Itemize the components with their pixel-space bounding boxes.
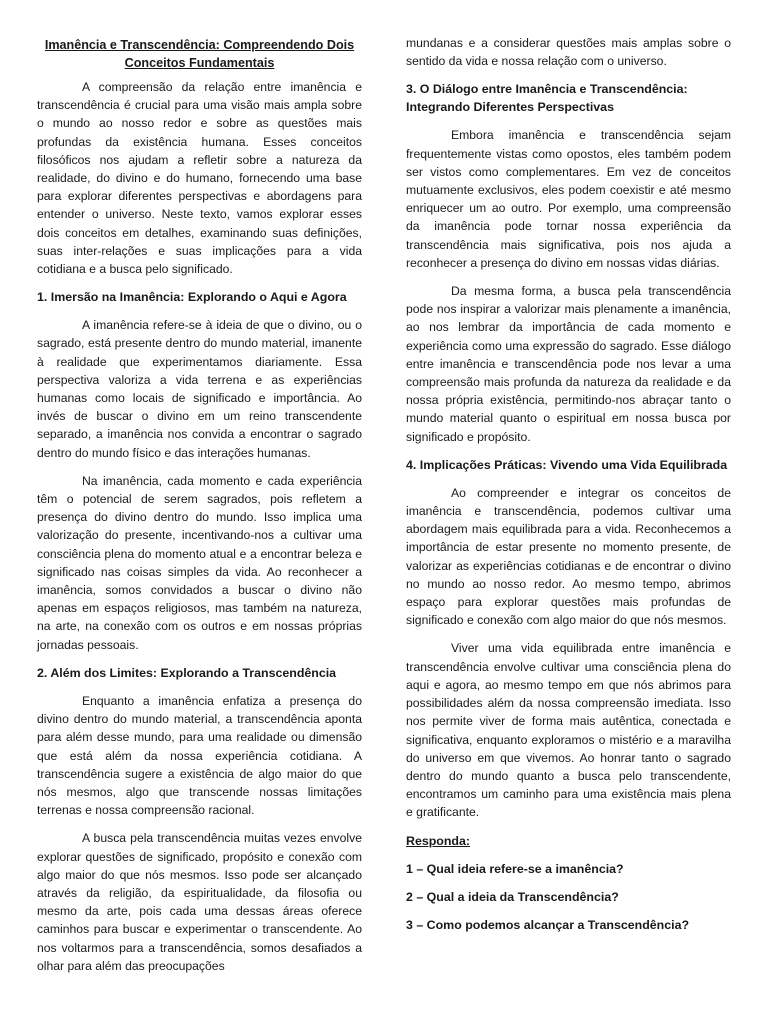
question-1: 1 – Qual ideia refere-se a imanência? — [406, 861, 624, 876]
section-1-paragraph-2: Na imanência, cada momento e cada experiência têm o potencial de serem sagrados, pois refletem a presença do divino dentro do mundo. Isso implica uma valorização do presente, incentivando-nos a cultivar uma consciência plena do momento atual e a encontrar beleza e significado nas coisas simples da vida. Ao reconhecer a imanência, somos convidados a buscar o divino não apenas em espaços religiosos, mas também na natureza, na arte, na conexão com os outros e em nossas próprias jornadas pessoais. — [37, 473, 362, 652]
left-column — [37, 30, 362, 1024]
document-title: Imanência e Transcendência: Compreendendo Dois Conceitos Fundamentais — [44, 38, 355, 70]
question-2: 2 – Qual a ideia da Transcendência? — [406, 889, 619, 904]
section-3-paragraph-2: Da mesma forma, a busca pela transcendência pode nos inspirar a valorizar mais plenamente a imanência, ao nos lembrar da importância de cada momento e experiência como uma expressão do sagrado. Esse diálogo entre imanência e transcendência pode nos levar a uma compreensão mais profunda da natureza da realidade e da nossa própria existência, permitindo-nos abraçar tanto o mundo material quanto o espiritual em nossa busca por significado e propósito. — [406, 284, 731, 444]
section-2-paragraph-2: A busca pela transcendência muitas vezes envolve explorar questões de significado, propósito e conexão com algo maior do que nós mesmos. Isso pode ser alcançado através da religião, da espiritualidade, da filosofia ou mesmo da arte, pois cada uma dessas áreas oferece caminhos para buscar e experimentar o transcendente. Ao nos voltarmos para a transcendência, somos desafiados a olhar para além das preocupações — [37, 831, 362, 973]
section-3-heading: 3. O Diálogo entre Imanência e Transcendência: Integrando Diferentes Perspectivas — [406, 82, 688, 115]
section-4-paragraph-2: Viver uma vida equilibrada entre imanência e transcendência envolve cultivar uma consciência plena do aqui e agora, ao mesmo tempo em que nós abrimos para possibilidades além da nossa compreensão imediata. Isso nos permite viver de forma mais autêntica, conectada e significativa, enquanto exploramos o mistério e a maravilha do universo em que vivemos. Ao honrar tanto o sagrado dentro do mundo quanto a busca pelo transcendente, encontramos um caminho para uma existência mais plena e gratificante. — [406, 641, 731, 820]
section-4-paragraph-1: Ao compreender e integrar os conceitos de imanência e transcendência, podemos cultivar uma abordagem mais equilibrada para a vida. Reconhecemos a importância de estar presente no momento presente, de valorizar as experiências cotidianas e de encontrar o divino no mundo ao nosso redor. Ao mesmo tempo, abrimos espaço para explorar questões mais profundas de significado e conexão com algo maior do que nós mesmos. — [406, 485, 731, 628]
responda-label: Responda: — [406, 833, 471, 848]
section-2-heading: 2. Além dos Limites: Explorando a Transcendência — [37, 665, 337, 680]
section-2-paragraph-1: Enquanto a imanência enfatiza a presença do divino dentro do mundo material, a transcendência aponta para além desse mundo, para uma realidade ou dimensão que está além da nossa experiência cotidiana. A transcendência sugere a existência de algo maior do que nós mesmos, algo que transcende nossas limitações terrenas e nossa compreensão racional. — [37, 693, 362, 818]
section-1-heading: 1. Imersão na Imanência: Explorando o Aqui e Agora — [37, 290, 347, 305]
section-3-paragraph-1: Embora imanência e transcendência sejam frequentemente vistas como opostos, eles também podem ser vistos como complementares. Em vez de conceitos mutuamente exclusivos, eles podem coexistir e até mesmo enriquecer um ao outro. Por exemplo, uma compreensão da imanência pode tornar nossa experiência da transcendência mais significativa, pois nos ajuda a reconhecer a presença do divino em nossas vidas diárias. — [406, 128, 731, 270]
section-4-heading: 4. Implicações Práticas: Vivendo uma Vida Equilibrada — [406, 457, 728, 472]
intro-paragraph: A compreensão da relação entre imanência e transcendência é crucial para uma visão mais ampla sobre o mundo ao nosso redor e sobre as questões mais profundas da existência humana. Esses conceitos filosóficos nos ajudam a refletir sobre a natureza da realidade, do divino e do humano, fornecendo uma base para explorar diferentes perspectivas e abordagens para entender o universo. Neste texto, vamos explorar esses dois conceitos em detalhes, examinando suas definições, suas inter-relações e suas implicações para a vida cotidiana e a busca pelo significado. — [37, 80, 362, 277]
question-3: 3 – Como podemos alcançar a Transcendência? — [406, 917, 690, 932]
section-1-paragraph-1: A imanência refere-se à ideia de que o divino, ou o sagrado, está presente dentro do mundo material, imanente à realidade que experimentamos diariamente. Essa perspectiva valoriza a vida terrena e as experiências humanas como locais de significado e importância. Ao invés de buscar o divino em um reino transcendente separado, a imanência nos convida a encontrar o sagrado dentro do mundo físico e das interações humanas. — [37, 318, 362, 460]
right-column — [406, 30, 731, 1024]
section-2-continuation: mundanas e a considerar questões mais amplas sobre o sentido da vida e nossa relação com o universo. — [406, 36, 731, 69]
